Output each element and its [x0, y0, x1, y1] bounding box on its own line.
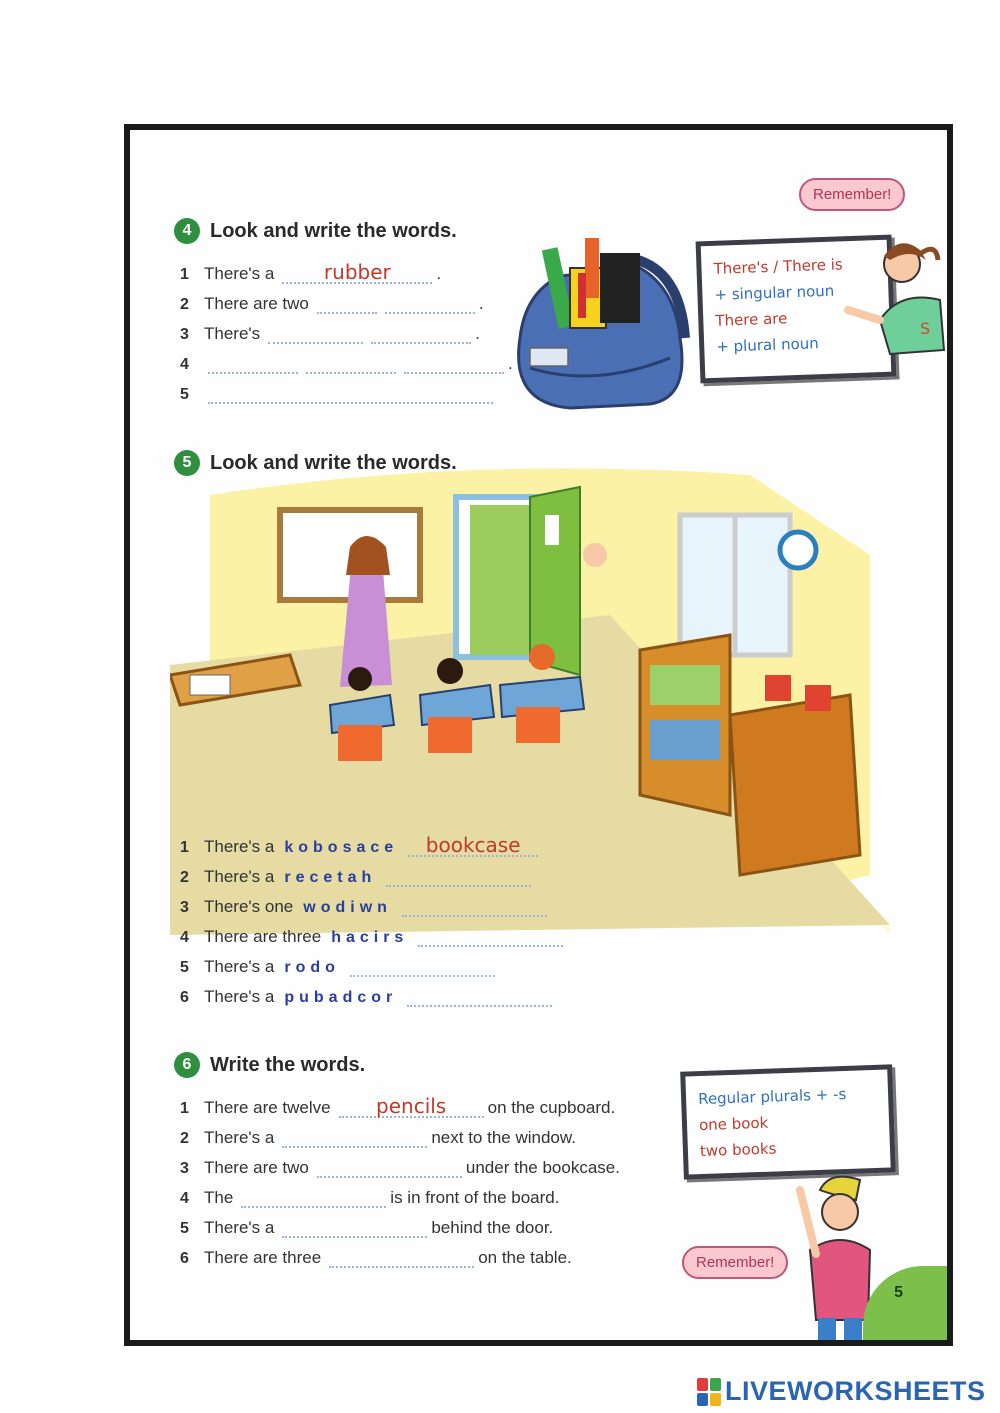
list-item: 5 There's a rodo — [180, 947, 567, 977]
answer-field[interactable] — [317, 292, 377, 314]
answer-field[interactable] — [418, 925, 563, 947]
grammar-rule-box-bottom: Regular plurals + -s one book two books — [680, 1064, 896, 1179]
section-5-title: Look and write the words. — [210, 451, 457, 474]
answer-field[interactable] — [282, 1216, 427, 1238]
answer-field[interactable] — [407, 985, 552, 1007]
list-item: 5 — [180, 374, 515, 404]
answer-field[interactable]: bookcase — [408, 835, 538, 857]
teacher-character-illustration — [840, 230, 950, 360]
answer-field[interactable] — [329, 1246, 474, 1268]
brand-name: LIVEWORKSHEETS — [725, 1376, 986, 1406]
section-5-number: 5 — [174, 450, 200, 476]
section-6-title: Write the words. — [210, 1053, 366, 1076]
list-item: 3 There are two under the bookcase. — [180, 1158, 620, 1177]
section-4-number: 4 — [174, 218, 200, 244]
grammar-rule-box-top: There's / There is + singular noun There are + plural noun — [696, 235, 897, 384]
section-6-header — [174, 1052, 365, 1078]
schoolbag-illustration — [500, 228, 700, 418]
list-item: 3 There's one wodiwn — [180, 887, 567, 917]
section-4-header — [174, 218, 457, 244]
remember-bubble-top: Remember! — [799, 178, 905, 211]
section-5-list — [180, 827, 567, 1007]
svg-text:S: S — [920, 319, 931, 338]
section-6-list — [180, 1088, 620, 1268]
answer-field[interactable] — [241, 1186, 386, 1208]
page-number: 5 — [894, 1284, 903, 1301]
list-item: 4 . — [180, 354, 513, 373]
answer-field[interactable] — [317, 1156, 462, 1178]
section-4-list — [180, 254, 515, 404]
list-item: 1 There's a kobosace bookcase — [180, 827, 567, 857]
scrambled-word: kobosace — [284, 839, 399, 856]
section-4-title: Look and write the words. — [210, 219, 457, 242]
liveworksheets-logo — [697, 1376, 986, 1407]
scrambled-word: rodo — [284, 959, 340, 976]
scrambled-word: pubadcor — [284, 989, 398, 1006]
list-item: 2 There are two . — [180, 294, 484, 313]
list-item: 1 There are twelve pencils on the cupboard. — [180, 1094, 616, 1118]
answer-field[interactable]: rubber — [282, 262, 432, 284]
scrambled-word: hacirs — [331, 929, 409, 946]
list-item: 3 There's . — [180, 324, 480, 343]
answer-field[interactable] — [208, 382, 493, 404]
list-item: 4 There are three hacirs — [180, 917, 567, 947]
answer-field[interactable] — [306, 352, 396, 374]
list-item: 1 There's a rubber . — [180, 260, 442, 284]
brand-icon — [697, 1378, 721, 1406]
worksheet-page — [124, 124, 953, 1346]
answer-field[interactable] — [402, 895, 547, 917]
answer-field[interactable] — [282, 1126, 427, 1148]
scrambled-word: recetah — [284, 869, 377, 886]
section-6-number: 6 — [174, 1052, 200, 1078]
scrambled-word: wodiwn — [303, 899, 392, 916]
answer-field[interactable] — [350, 955, 495, 977]
answer-field[interactable]: pencils — [339, 1096, 484, 1118]
answer-field[interactable] — [386, 865, 531, 887]
list-item: 2 There's a next to the window. — [180, 1128, 576, 1147]
list-item: 2 There's a recetah — [180, 857, 567, 887]
answer-field[interactable] — [404, 352, 504, 374]
list-item: 6 There's a pubadcor — [180, 977, 567, 1007]
list-item: 5 There's a behind the door. — [180, 1218, 554, 1237]
answer-field[interactable] — [268, 322, 363, 344]
list-item: 6 There are three on the table. — [180, 1248, 572, 1267]
answer-field[interactable] — [385, 292, 475, 314]
list-item: 4 The is in front of the board. — [180, 1188, 560, 1207]
remember-bubble-bottom: Remember! — [682, 1246, 788, 1279]
answer-field[interactable] — [371, 322, 471, 344]
answer-field[interactable] — [208, 352, 298, 374]
